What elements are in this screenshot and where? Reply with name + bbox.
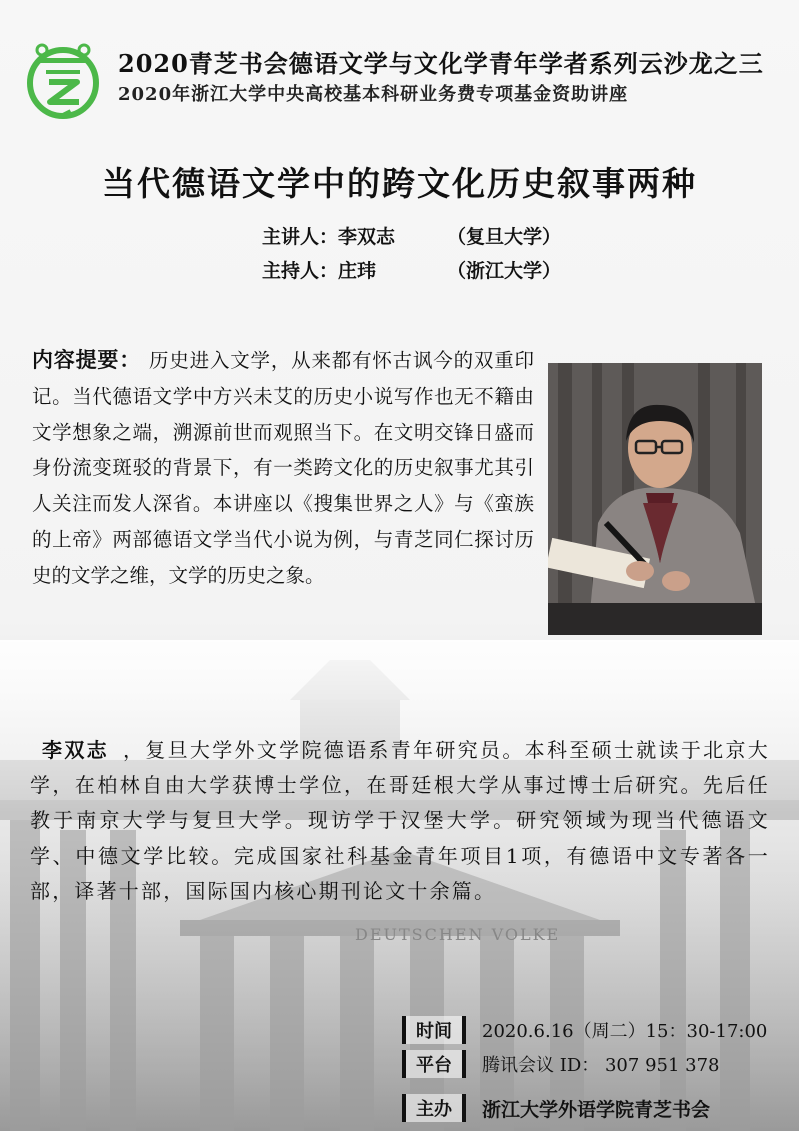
speaker-bio (30, 733, 770, 909)
time-value: 2020.6.16（周二）15：30-17:00 (482, 1021, 768, 1042)
info-organizer-row (402, 1093, 710, 1123)
organizer-label: 主办 (402, 1094, 466, 1122)
abstract-paragraph (32, 342, 534, 594)
speaker-label: 主讲人：李双志 (262, 226, 396, 248)
time-label: 时间 (402, 1016, 466, 1044)
series-title: 2020青芝书会德语文学与文化学青年学者系列云沙龙之三 (118, 49, 764, 78)
platform-label: 平台 (402, 1050, 466, 1078)
speaker-photo (548, 363, 762, 635)
bio-text: ，复旦大学外文学院德语系青年研究员。本科至硕士就读于北京大学，在柏林自由大学获博士学位，在哥廷根大学从事过博士后研究。先后任教于南京大学与复旦大学。现访学于汉堡大学。研究领域为现当代德语文学、中德文学比较。完成国家社科基金青年项目1项，有德语中文专著各一部，译著十部，国际国内核心期刊论文十余篇。 (30, 738, 770, 903)
abstract-text: 历史进入文学，从来都有怀古讽今的双重印记。当代德语文学中方兴未艾的历史小说写作也无不籍由文学想象之端，溯源前世而观照当下。在文明交锋日盛而身份流变斑驳的背景下，有一类跨文化的历史叙事尤其引人关注而发人深省。本讲座以《搜集世界之人》与《蛮族的上帝》两部德语文学当代小说为例，与青芝同仁探讨历史的文学之维，文学的历史之象。 (32, 349, 534, 587)
bio-name: 李双志 (42, 738, 109, 762)
lecture-title: 当代德语文学中的跨文化历史叙事两种 (102, 164, 697, 203)
host-line (262, 256, 562, 283)
info-platform-row (402, 1049, 720, 1079)
info-time-row (402, 1015, 767, 1045)
platform-value: 腾讯会议 ID： 307 951 378 (482, 1055, 720, 1076)
funding-line: 2020年浙江大学中央高校基本科研业务费专项基金资助讲座 (118, 84, 629, 105)
speaker-affiliation: （复旦大学） (447, 226, 562, 248)
abstract-label: 内容提要： (32, 347, 142, 372)
qingzhi-logo (22, 40, 104, 122)
speaker-line (262, 222, 562, 249)
organizer-value: 浙江大学外语学院青芝书会 (482, 1098, 711, 1121)
host-label: 主持人：庄玮 (262, 260, 377, 282)
host-affiliation: （浙江大学） (447, 260, 562, 282)
